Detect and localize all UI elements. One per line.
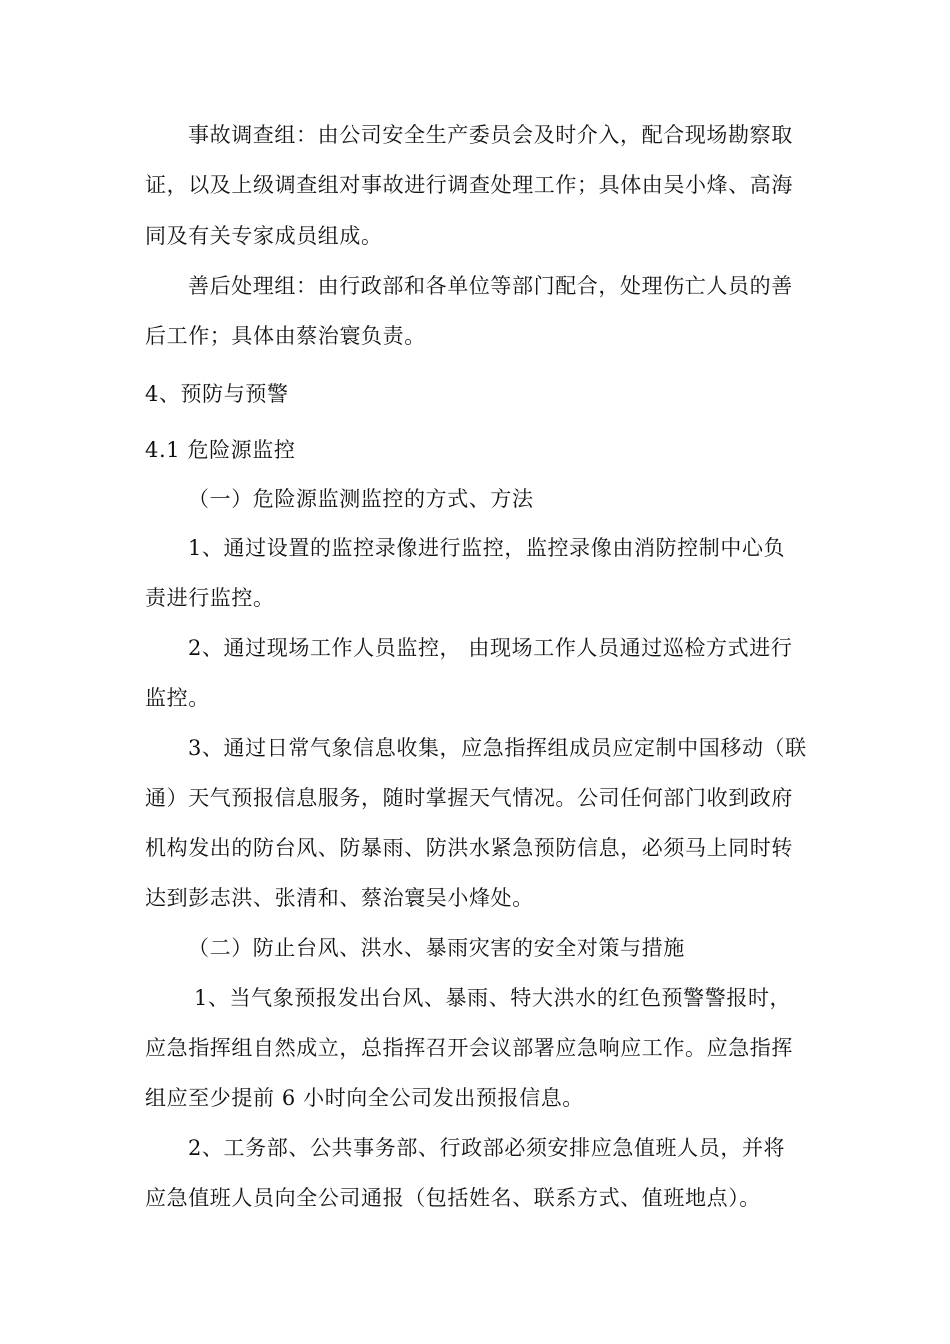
item-1-2-line-1: 2、通过现场工作人员监控， 由现场工作人员通过巡检方式进行 (188, 636, 793, 660)
item-1-1-line-2: 责进行监控。 (145, 586, 275, 610)
paragraph-aftermath-line-2: 后工作；具体由蔡治寰负责。 (145, 324, 426, 348)
section-4-heading: 4、预防与预警 (145, 382, 289, 406)
item-1-3-line-2: 通）天气预报信息服务，随时掌握天气情况。公司任何部门收到政府 (145, 786, 793, 810)
subsection-2-heading: （二）防止台风、洪水、暴雨灾害的安全对策与措施 (188, 936, 685, 960)
item-1-2-line-2: 监控。 (145, 686, 210, 710)
item-2-1-line-3: 组应至少提前 6 小时向全公司发出预报信息。 (145, 1086, 584, 1110)
item-2-1-line-1: 1、当气象预报发出台风、暴雨、特大洪水的红色预警警报时， (194, 986, 792, 1010)
item-2-2-line-1: 2、工务部、公共事务部、行政部必须安排应急值班人员，并将 (188, 1136, 786, 1160)
paragraph-accident-investigation-line-3: 同及有关专家成员组成。 (145, 224, 383, 248)
paragraph-accident-investigation-line-1: 事故调查组：由公司安全生产委员会及时介入，配合现场勘察取 (188, 123, 793, 147)
item-2-2-line-2: 应急值班人员向全公司通报（包括姓名、联系方式、值班地点）。 (145, 1186, 761, 1210)
item-1-3-line-4: 达到彭志洪、张清和、蔡治寰吴小烽处。 (145, 886, 534, 910)
item-1-3-line-3: 机构发出的防台风、防暴雨、防洪水紧急预防信息，必须马上同时转 (145, 836, 793, 860)
item-1-1-line-1: 1、通过设置的监控录像进行监控，监控录像由消防控制中心负 (188, 536, 786, 560)
section-4-1-heading: 4.1 危险源监控 (145, 438, 296, 462)
item-1-3-line-1: 3、通过日常气象信息收集，应急指挥组成员应定制中国移动（联 (188, 736, 807, 760)
item-2-1-line-2: 应急指挥组自然成立，总指挥召开会议部署应急响应工作。应急指挥 (145, 1036, 793, 1060)
paragraph-aftermath-line-1: 善后处理组：由行政部和各单位等部门配合，处理伤亡人员的善 (188, 274, 793, 298)
paragraph-accident-investigation-line-2: 证，以及上级调查组对事故进行调查处理工作；具体由吴小烽、高海 (145, 173, 793, 197)
subsection-1-heading: （一）危险源监测监控的方式、方法 (188, 487, 534, 511)
